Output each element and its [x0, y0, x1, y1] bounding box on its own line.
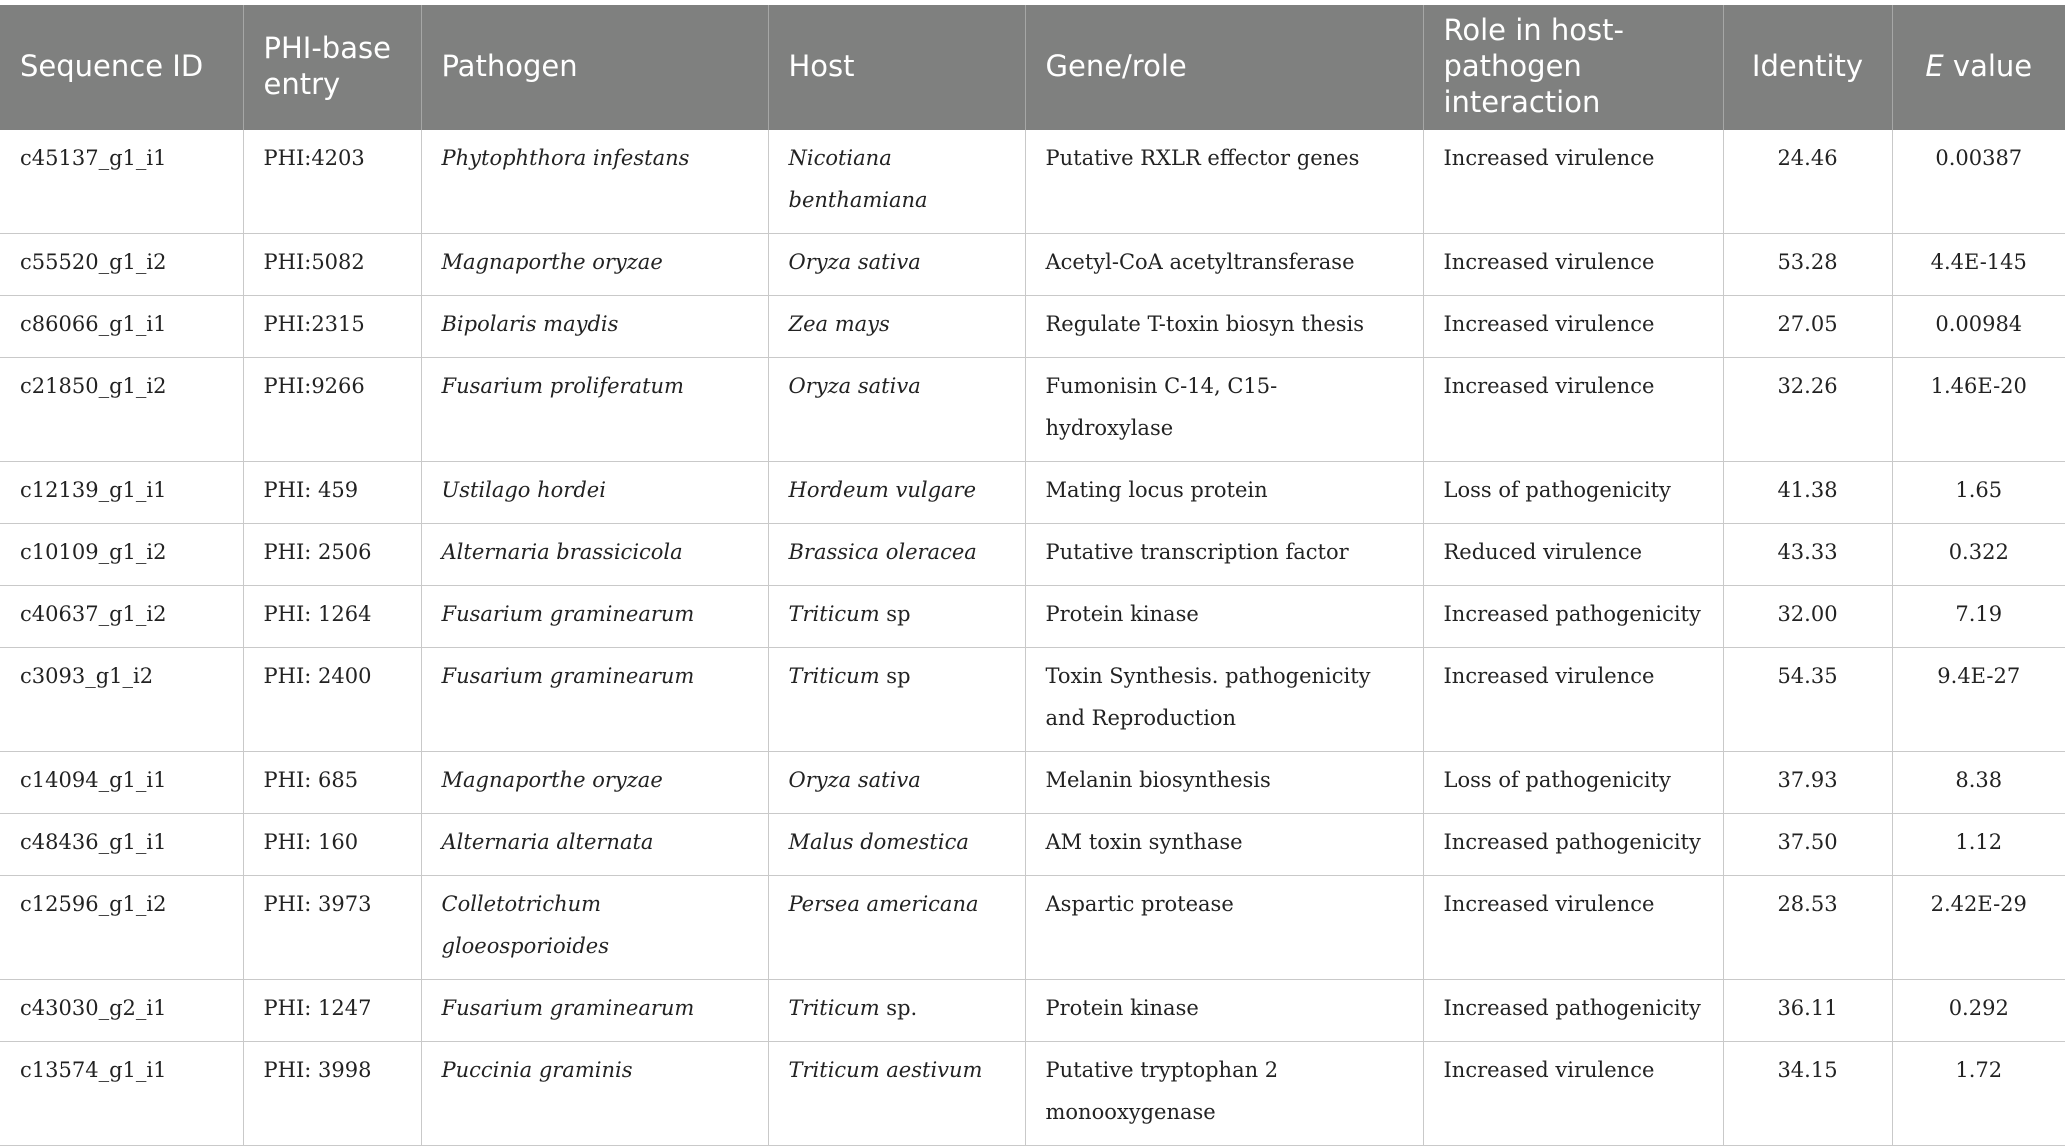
host-genus-species: Hordeum vulgare [788, 478, 977, 502]
cell-sequence-id: c12139_g1_i1 [0, 462, 243, 524]
table-row [0, 980, 2065, 1042]
cell-gene-role: Putative RXLR effector genes [1025, 130, 1423, 234]
cell-role-in-interaction: Loss of pathogenicity [1423, 462, 1723, 524]
cell-pathogen: Fusarium graminearum [421, 586, 768, 648]
cell-sequence-id: c12596_g1_i2 [0, 876, 243, 980]
cell-sequence-id: c13574_g1_i1 [0, 1042, 243, 1146]
cell-e-value: 1.65 [1892, 462, 2065, 524]
cell-identity: 43.33 [1723, 524, 1892, 586]
cell-gene-role: Putative tryptophan 2 monooxygenase [1025, 1042, 1423, 1146]
cell-phi-base-entry: PHI:9266 [243, 358, 421, 462]
cell-identity: 24.46 [1723, 130, 1892, 234]
cell-pathogen: Ustilago hordei [421, 462, 768, 524]
cell-gene-role: Regulate T-toxin biosyn thesis [1025, 296, 1423, 358]
host-genus-species: Brassica oleracea [788, 540, 977, 564]
cell-sequence-id: c43030_g2_i1 [0, 980, 243, 1042]
cell-gene-role: Putative transcription factor [1025, 524, 1423, 586]
cell-e-value: 1.12 [1892, 814, 2065, 876]
table-row [0, 876, 2065, 980]
cell-sequence-id: c55520_g1_i2 [0, 234, 243, 296]
host-genus-species: Triticum aestivum [788, 1058, 983, 1082]
cell-role-in-interaction: Increased pathogenicity [1423, 814, 1723, 876]
e-value-label: value [1943, 48, 2033, 83]
cell-role-in-interaction: Increased virulence [1423, 296, 1723, 358]
cell-e-value: 0.292 [1892, 980, 2065, 1042]
cell-sequence-id: c48436_g1_i1 [0, 814, 243, 876]
cell-phi-base-entry: PHI: 685 [243, 752, 421, 814]
cell-pathogen: Bipolaris maydis [421, 296, 768, 358]
col-header-identity: Identity [1723, 5, 1892, 130]
cell-role-in-interaction: Increased pathogenicity [1423, 586, 1723, 648]
cell-gene-role: Protein kinase [1025, 586, 1423, 648]
cell-e-value: 1.46E-20 [1892, 358, 2065, 462]
host-genus-species: Triticum [788, 996, 880, 1020]
cell-role-in-interaction: Increased virulence [1423, 648, 1723, 752]
cell-host [768, 980, 1025, 1042]
host-genus-species: Persea americana [788, 892, 979, 916]
cell-role-in-interaction: Reduced virulence [1423, 524, 1723, 586]
cell-identity: 41.38 [1723, 462, 1892, 524]
cell-phi-base-entry: PHI: 2400 [243, 648, 421, 752]
table-row [0, 586, 2065, 648]
cell-host [768, 358, 1025, 462]
cell-phi-base-entry: PHI:2315 [243, 296, 421, 358]
cell-role-in-interaction: Increased pathogenicity [1423, 980, 1723, 1042]
cell-e-value: 8.38 [1892, 752, 2065, 814]
cell-sequence-id: c3093_g1_i2 [0, 648, 243, 752]
cell-pathogen: Magnaporthe oryzae [421, 752, 768, 814]
cell-sequence-id: c40637_g1_i2 [0, 586, 243, 648]
cell-host [768, 296, 1025, 358]
host-genus-species: Triticum [788, 602, 880, 626]
cell-pathogen: Alternaria brassicicola [421, 524, 768, 586]
cell-role-in-interaction: Increased virulence [1423, 1042, 1723, 1146]
cell-pathogen: Fusarium proliferatum [421, 358, 768, 462]
cell-identity: 53.28 [1723, 234, 1892, 296]
table-row [0, 358, 2065, 462]
col-header-phi-base-entry: PHI-base entry [243, 5, 421, 130]
table-row [0, 814, 2065, 876]
cell-phi-base-entry: PHI: 2506 [243, 524, 421, 586]
host-genus-species: Triticum [788, 664, 880, 688]
cell-phi-base-entry: PHI: 3973 [243, 876, 421, 980]
cell-pathogen: Colletotrichum gloeosporioides [421, 876, 768, 980]
host-genus-species: Oryza sativa [788, 250, 921, 274]
cell-phi-base-entry: PHI: 160 [243, 814, 421, 876]
cell-e-value: 0.00387 [1892, 130, 2065, 234]
table-body [0, 130, 2065, 1146]
cell-gene-role: Fumonisin C-14, C15-hydroxylase [1025, 358, 1423, 462]
cell-host [768, 130, 1025, 234]
table-row [0, 752, 2065, 814]
cell-sequence-id: c86066_g1_i1 [0, 296, 243, 358]
cell-phi-base-entry: PHI:4203 [243, 130, 421, 234]
table-row [0, 130, 2065, 234]
e-symbol: E [1925, 48, 1944, 83]
cell-pathogen: Magnaporthe oryzae [421, 234, 768, 296]
cell-host [768, 462, 1025, 524]
cell-e-value: 0.322 [1892, 524, 2065, 586]
cell-phi-base-entry: PHI: 1264 [243, 586, 421, 648]
cell-identity: 28.53 [1723, 876, 1892, 980]
cell-sequence-id: c45137_g1_i1 [0, 130, 243, 234]
host-genus-species: Oryza sativa [788, 374, 921, 398]
cell-phi-base-entry: PHI: 3998 [243, 1042, 421, 1146]
table-row [0, 524, 2065, 586]
cell-gene-role: Protein kinase [1025, 980, 1423, 1042]
header-row [0, 5, 2065, 130]
cell-role-in-interaction: Loss of pathogenicity [1423, 752, 1723, 814]
host-suffix: sp. [879, 996, 918, 1020]
cell-host [768, 648, 1025, 752]
table-row [0, 296, 2065, 358]
cell-gene-role: Aspartic protease [1025, 876, 1423, 980]
cell-identity: 36.11 [1723, 980, 1892, 1042]
col-header-pathogen: Pathogen [421, 5, 768, 130]
cell-sequence-id: c14094_g1_i1 [0, 752, 243, 814]
cell-host [768, 234, 1025, 296]
cell-pathogen: Fusarium graminearum [421, 648, 768, 752]
host-genus-species: Nicotiana benthamiana [788, 146, 928, 212]
cell-role-in-interaction: Increased virulence [1423, 358, 1723, 462]
col-header-sequence-id: Sequence ID [0, 5, 243, 130]
col-header-role-in-interaction: Role in host-pathogen interaction [1423, 5, 1723, 130]
cell-pathogen: Alternaria alternata [421, 814, 768, 876]
col-header-gene-role: Gene/role [1025, 5, 1423, 130]
cell-pathogen: Phytophthora infestans [421, 130, 768, 234]
table-row [0, 1042, 2065, 1146]
cell-phi-base-entry: PHI:5082 [243, 234, 421, 296]
cell-identity: 37.93 [1723, 752, 1892, 814]
cell-gene-role: Toxin Synthesis. pathogenicity and Reproduction [1025, 648, 1423, 752]
cell-phi-base-entry: PHI: 1247 [243, 980, 421, 1042]
host-genus-species: Zea mays [788, 312, 890, 336]
cell-gene-role: Mating locus protein [1025, 462, 1423, 524]
cell-e-value: 0.00984 [1892, 296, 2065, 358]
table-row [0, 648, 2065, 752]
cell-identity: 34.15 [1723, 1042, 1892, 1146]
cell-identity: 37.50 [1723, 814, 1892, 876]
host-suffix: sp [879, 664, 911, 688]
cell-gene-role: AM toxin synthase [1025, 814, 1423, 876]
cell-pathogen: Fusarium graminearum [421, 980, 768, 1042]
cell-pathogen: Puccinia graminis [421, 1042, 768, 1146]
cell-identity: 32.00 [1723, 586, 1892, 648]
cell-sequence-id: c10109_g1_i2 [0, 524, 243, 586]
cell-phi-base-entry: PHI: 459 [243, 462, 421, 524]
cell-host [768, 876, 1025, 980]
cell-e-value: 9.4E-27 [1892, 648, 2065, 752]
cell-role-in-interaction: Increased virulence [1423, 130, 1723, 234]
cell-host [768, 814, 1025, 876]
phi-base-table [0, 5, 2065, 1146]
cell-e-value: 1.72 [1892, 1042, 2065, 1146]
table-row [0, 234, 2065, 296]
col-header-host: Host [768, 5, 1025, 130]
cell-gene-role: Melanin biosynthesis [1025, 752, 1423, 814]
cell-host [768, 586, 1025, 648]
cell-host [768, 524, 1025, 586]
cell-host [768, 752, 1025, 814]
cell-gene-role: Acetyl-CoA acetyltransferase [1025, 234, 1423, 296]
cell-identity: 27.05 [1723, 296, 1892, 358]
host-suffix: sp [879, 602, 911, 626]
table-row [0, 462, 2065, 524]
cell-sequence-id: c21850_g1_i2 [0, 358, 243, 462]
cell-e-value: 2.42E-29 [1892, 876, 2065, 980]
host-genus-species: Oryza sativa [788, 768, 921, 792]
cell-role-in-interaction: Increased virulence [1423, 876, 1723, 980]
cell-e-value: 4.4E-145 [1892, 234, 2065, 296]
col-header-e-value [1892, 5, 2065, 130]
cell-identity: 54.35 [1723, 648, 1892, 752]
cell-identity: 32.26 [1723, 358, 1892, 462]
host-genus-species: Malus domestica [788, 830, 969, 854]
cell-role-in-interaction: Increased virulence [1423, 234, 1723, 296]
cell-e-value: 7.19 [1892, 586, 2065, 648]
cell-host [768, 1042, 1025, 1146]
